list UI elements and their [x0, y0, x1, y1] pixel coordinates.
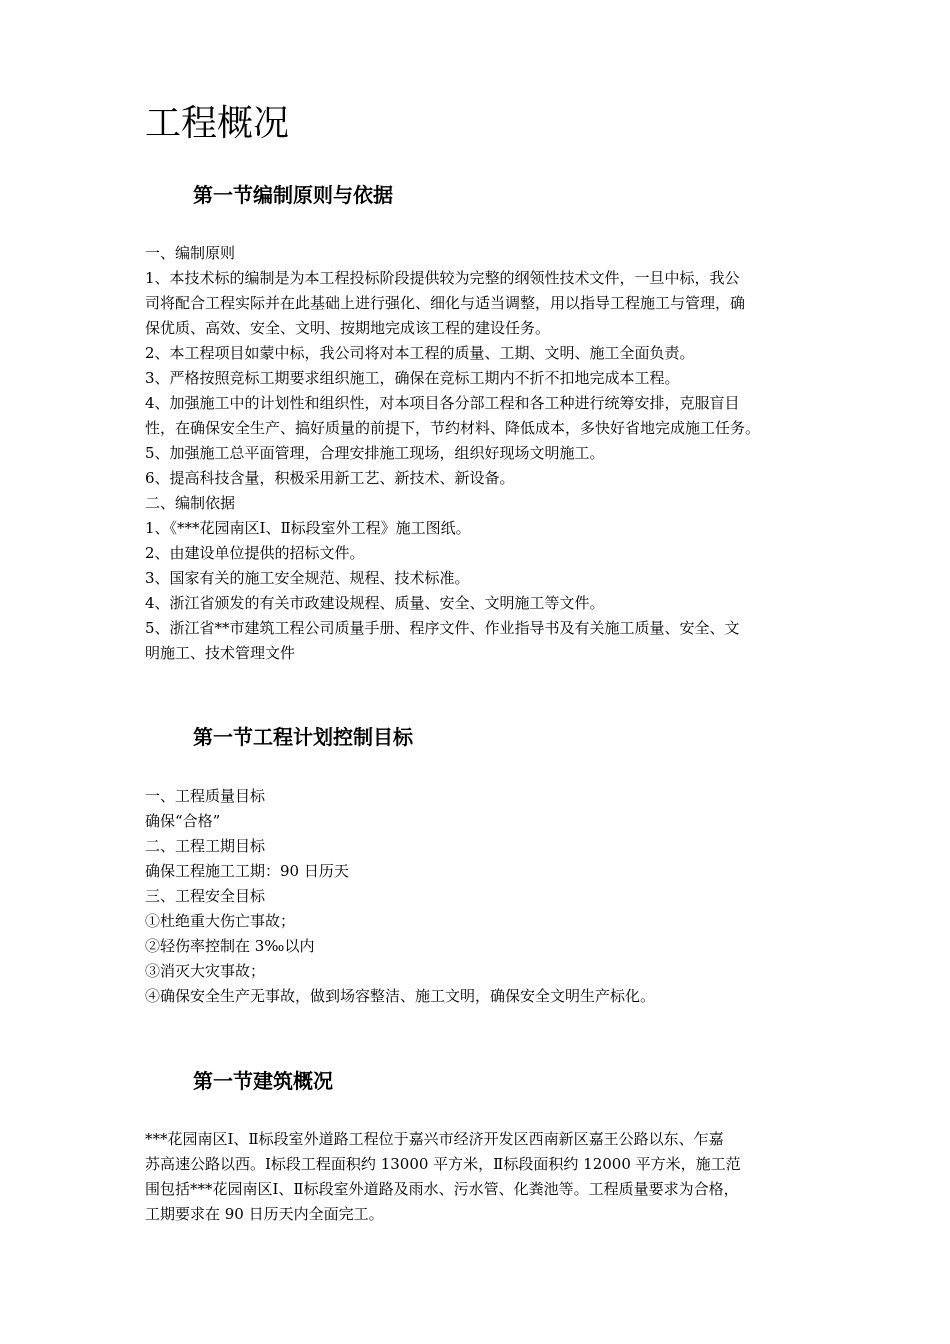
text-line: 工期要求在 90 日历天内全面完工。 [145, 1205, 384, 1223]
text-line: 一、工程质量目标 [145, 787, 266, 805]
text-line: 6、提高科技含量，积极采用新工艺、新技术、新设备。 [145, 469, 515, 487]
text-line: 4、加强施工中的计划性和组织性，对本项目各分部工程和各工种进行统筹安排，克服盲目 [145, 394, 740, 412]
text-line: ④确保安全生产无事故，做到场容整洁、施工文明，确保安全文明生产标化。 [145, 987, 656, 1005]
text-line: 1、《***花园南区Ⅰ、Ⅱ标段室外工程》施工图纸。 [145, 519, 471, 537]
text-line: 1、本技术标的编制是为本工程投标阶段提供较为完整的纲领性技术文件，一旦中标，我公 [145, 269, 740, 287]
text-line: 三、工程安全目标 [145, 887, 266, 905]
text-line: 二、工程工期目标 [145, 837, 266, 855]
text-line: 明施工、技术管理文件 [145, 644, 296, 662]
section-heading-2: 第一节工程计划控制目标 [193, 725, 413, 749]
text-line: 5、浙江省**市建筑工程公司质量手册、程序文件、作业指导书及有关施工质量、安全、文 [145, 619, 740, 637]
page-title: 工程概况 [145, 103, 290, 144]
text-line: 二、编制依据 [145, 494, 236, 512]
text-line: 3、严格按照竞标工期要求组织施工，确保在竞标工期内不折不扣地完成本工程。 [145, 369, 680, 387]
text-line: 2、本工程项目如蒙中标，我公司将对本工程的质量、工期、文明、施工全面负责。 [145, 344, 695, 362]
text-line: 苏高速公路以西。Ⅰ标段工程面积约 13000 平方米，Ⅱ标段面积约 12000 平方米，施工范 [145, 1155, 741, 1173]
text-line: 围包括***花园南区Ⅰ、Ⅱ标段室外道路及雨水、污水管、化粪池等。工程质量要求为合格， [145, 1180, 739, 1198]
section-body-2 [145, 784, 810, 1009]
text-line: ②轻伤率控制在 3‰以内 [145, 937, 315, 955]
section-heading-3: 第一节建筑概况 [193, 1069, 333, 1093]
text-line: 司将配合工程实际并在此基础上进行强化、细化与适当调整，用以指导工程施工与管理，确 [145, 294, 746, 312]
text-line: 4、浙江省颁发的有关市政建设规程、质量、安全、文明施工等文件。 [145, 594, 605, 612]
text-line: 2、由建设单位提供的招标文件。 [145, 544, 365, 562]
text-line: 5、加强施工总平面管理，合理安排施工现场，组织好现场文明施工。 [145, 444, 605, 462]
text-line: 一、编制原则 [145, 244, 236, 262]
text-line: 3、国家有关的施工安全规范、规程、技术标准。 [145, 569, 470, 587]
text-line: 保优质、高效、安全、文明、按期地完成该工程的建设任务。 [145, 319, 551, 337]
text-line: 确保“合格” [145, 812, 221, 830]
section-body-3 [145, 1127, 810, 1227]
text-line: ①杜绝重大伤亡事故； [145, 912, 296, 930]
section-body-1 [145, 241, 810, 666]
text-line: 性，在确保安全生产、搞好质量的前提下，节约材料、降低成本，多快好省地完成施工任务。 [145, 419, 761, 437]
text-line: ③消灭大灾事故； [145, 962, 266, 980]
section-heading-1: 第一节编制原则与依据 [193, 183, 393, 207]
text-line: ***花园南区Ⅰ、Ⅱ标段室外道路工程位于嘉兴市经济开发区西南新区嘉王公路以东、乍嘉 [145, 1130, 724, 1148]
text-line: 确保工程施工工期：90 日历天 [145, 862, 349, 880]
